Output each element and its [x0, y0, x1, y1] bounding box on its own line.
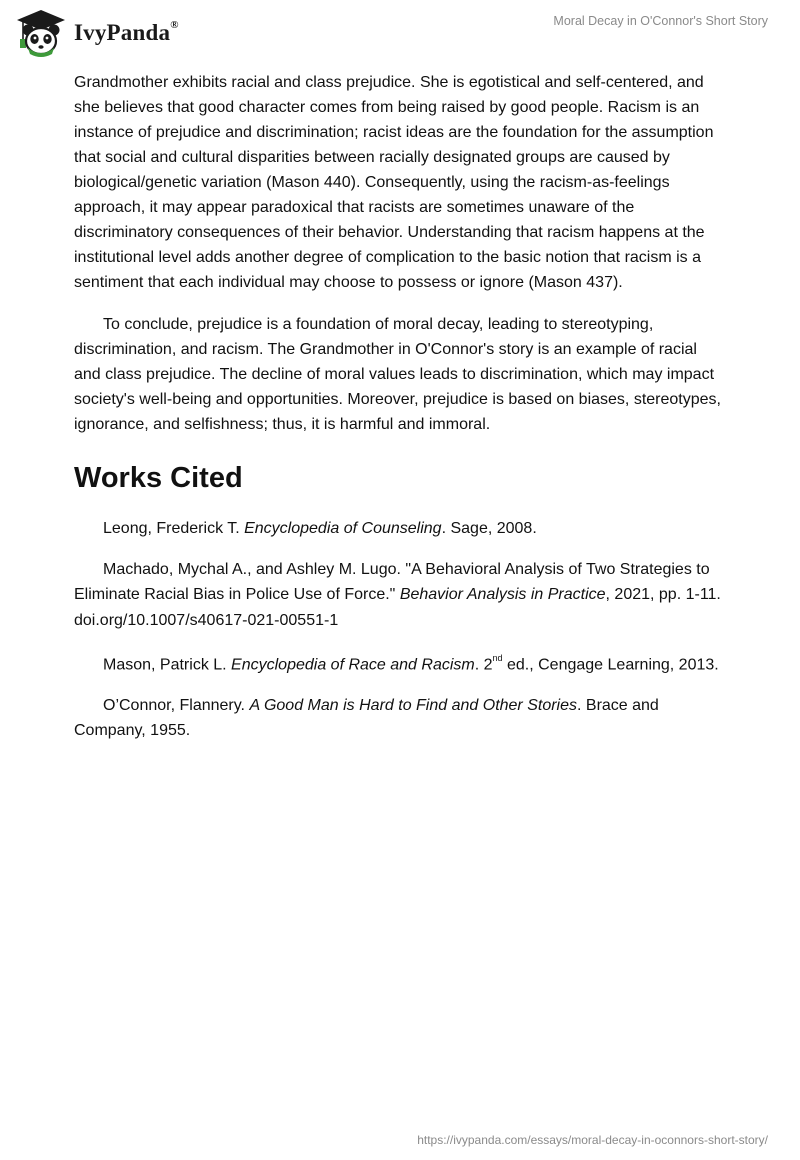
citation-entry: Leong, Frederick T. Encyclopedia of Counseling. Sage, 2008. [103, 520, 537, 537]
essay-content [74, 70, 726, 759]
conclusion-paragraph: To conclude, prejudice is a foundation of moral decay, leading to stereotyping, discrimination, and racism. The Grandmother in O'Connor's story is an example of racial and class prejudice. The decline of moral values leads to discrimination, which may impact society's well-being and opportunities. Moreover, prejudice is based on biases, stereotypes, ignorance, and selfishness; thus, it is harmful and immoral. [74, 316, 721, 433]
citation-entry: Machado, Mychal A., and Ashley M. Lugo. "A Behavioral Analysis of Two Strategies to Eliminate Racial Bias in Police Use of Force." Behavior Analysis in Practice, 2021, pp. 1-11. doi.org/10.1007/s40617-021-00551-1 [74, 560, 721, 629]
page-header [0, 0, 800, 64]
source-url-link[interactable]: https://ivypanda.com/essays/moral-decay-in-oconnors-short-story/ [417, 1133, 768, 1147]
panda-graduation-icon [14, 8, 68, 58]
citation-entry: O’Connor, Flannery. A Good Man is Hard to Find and Other Stories. Brace and Company, 1955. [74, 696, 659, 740]
citation-entry: Mason, Patrick L. Encyclopedia of Race and Racism. 2nd ed., Cengage Learning, 2013. [103, 653, 719, 674]
brand-name: IvyPanda® [74, 19, 179, 45]
document-title: Moral Decay in O'Connor's Short Story [553, 14, 768, 28]
body-paragraph: Grandmother exhibits racial and class prejudice. She is egotistical and self-centered, and she believes that good character comes from being raised by good people. Racism is an instance of prejudice and discrimination; racist ideas are the foundation for the assumption that social and cultural disparities between racially designated groups are caused by biological/genetic variation (Mason 440). Consequently, using the racism-as-feelings approach, it may appear paradoxical that racists are sometimes unaware of the discriminatory consequences of their behavior. Understanding that racism happens at the institutional level adds another degree of complication to the basic notion that racism is a sentiment that each individual may choose to possess or ignore (Mason 437). [74, 74, 714, 291]
ivypanda-logo[interactable] [14, 8, 179, 58]
works-cited-heading: Works Cited [74, 462, 243, 494]
